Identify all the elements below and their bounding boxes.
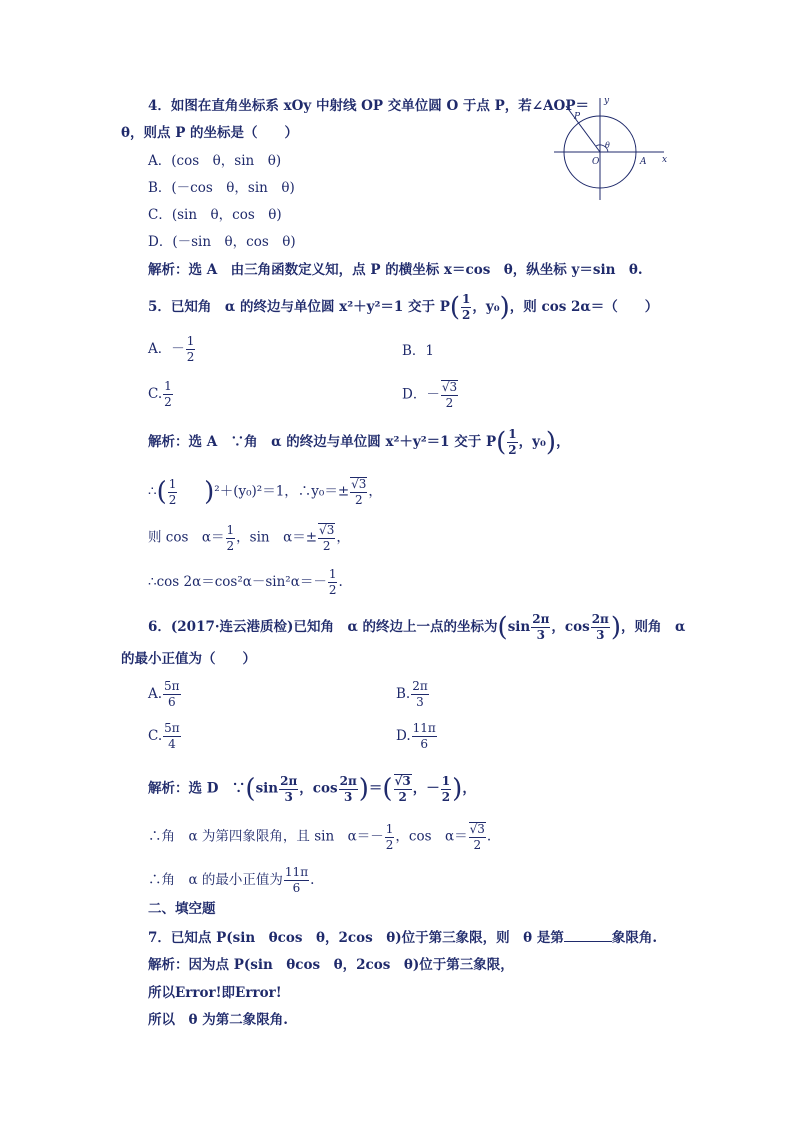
opt-pre: A．－: [148, 341, 185, 357]
frac-num: 5π: [164, 721, 180, 735]
fraction: [412, 722, 437, 751]
frac-num: 2π: [339, 773, 357, 788]
fraction: [226, 524, 236, 553]
sol-y: ，y₀: [518, 434, 546, 450]
frac-den: 2: [328, 583, 337, 597]
opt-pre: B.: [396, 686, 411, 702]
q5-solution-4: [148, 568, 343, 597]
q6-stem-line2: 的最小正值为（ ）: [121, 651, 256, 667]
frac-den: 3: [284, 789, 293, 804]
frac-num: √3: [441, 380, 458, 394]
paren: ): [545, 427, 557, 458]
fraction: [441, 380, 458, 410]
frac-num: √3: [394, 774, 411, 788]
q4-option-c: C．(sin θ，cos θ): [148, 207, 282, 223]
fraction: [186, 335, 196, 364]
sol-pre: 解析：选 A ∵角 α 的终边与单位圆 x²＋y²＝1 交于 P: [148, 434, 497, 450]
frac-den: 2: [473, 838, 482, 852]
frac-den: 3: [343, 789, 353, 804]
paren: (: [496, 427, 507, 458]
q6-option-c: [148, 722, 182, 751]
cos-label: ，cos: [299, 780, 338, 797]
frac-den: 2: [462, 308, 471, 322]
q7-solution-3: 所以 θ 为第二象限角.: [148, 1012, 288, 1028]
frac-num: 11π: [412, 721, 436, 735]
frac-num: 2π: [412, 679, 428, 693]
frac-den: 2: [354, 493, 363, 507]
frac-num: 1: [508, 427, 517, 441]
frac-den: 2: [441, 789, 451, 804]
q5-point-y: ，y₀: [472, 299, 500, 315]
q5-option-c: [148, 380, 174, 409]
q5-solution-3: [148, 523, 350, 553]
fraction: [163, 380, 173, 409]
frac-den: 3: [416, 695, 424, 709]
paren: (: [156, 477, 167, 507]
sol-end: .: [310, 872, 315, 888]
frac-num: √3: [469, 822, 485, 836]
sol-mid: ，cos α＝: [395, 828, 468, 845]
frac-den: 2: [508, 443, 517, 457]
frac-num: 11π: [284, 865, 309, 879]
sol-pre: ∴角 α 的最小正值为: [148, 872, 283, 888]
opt-pre: D．－: [402, 386, 440, 403]
fraction: [163, 680, 181, 709]
sol-end: .: [338, 574, 343, 590]
fraction: [385, 823, 395, 852]
frac-num: 2π: [280, 773, 298, 788]
paren: (: [245, 774, 256, 804]
q5-stem-pre: 5．已知角 α 的终边与单位圆 x²＋y²＝1 交于 P: [148, 299, 450, 315]
cos-label: ，cos: [551, 619, 590, 635]
frac-den: 4: [168, 737, 176, 751]
q7-stem-pre: 7．已知点 P(sin θcos θ，2cos θ)位于第三象限，则 θ 是第: [148, 930, 564, 946]
label-p: P: [574, 112, 581, 122]
q6-stem-pre: 6．(2017·连云港质检)已知角 α 的终边上一点的坐标为: [148, 619, 498, 635]
fraction: [531, 613, 550, 642]
paren: ): [358, 774, 369, 804]
frac-den: 2: [445, 396, 454, 410]
opt-pre: D.: [396, 728, 411, 744]
unit-circle-diagram: [552, 92, 670, 202]
frac-num: 1: [186, 334, 195, 348]
label-y: y: [604, 96, 610, 106]
sol-end: .: [486, 828, 492, 845]
q4-option-d: D．(－sin θ，cos θ): [148, 234, 296, 250]
frac-num: √3: [319, 523, 335, 537]
q6-option-b: [396, 680, 430, 709]
fraction: [507, 428, 517, 457]
sol-pre: ∴角 α 为第四象限角，且 sin α＝－: [148, 828, 384, 845]
paren: (: [449, 292, 461, 323]
paren: (: [382, 774, 393, 804]
sol-end: ，: [368, 483, 382, 500]
q6-option-a: [148, 680, 182, 709]
q4-stem-line2: θ，则点 P 的坐标是（ ）: [121, 125, 299, 141]
q5-option-b: B．1: [402, 343, 435, 359]
q5-stem-post: ，则 cos 2α＝（ ）: [509, 299, 659, 315]
fraction: [168, 478, 178, 507]
paren: ): [204, 477, 215, 507]
opt-pre: C.: [148, 728, 163, 744]
q4-stem-line1: 4．如图在直角坐标系 xOy 中射线 OP 交单位圆 O 于点 P，若∠AOP＝: [148, 98, 589, 114]
frac-den: 6: [292, 881, 301, 895]
q5-option-d: [402, 380, 459, 410]
frac-num: 2π: [532, 612, 550, 626]
frac-num: 2π: [591, 612, 609, 626]
paren: ): [610, 612, 621, 643]
q6-option-d: [396, 722, 438, 751]
frac-num: 1: [328, 567, 337, 581]
q5-option-a: [148, 335, 196, 364]
opt-pre: A.: [148, 686, 163, 702]
sol-pre: ∴cos 2α＝cos²α－sin²α＝－: [148, 574, 327, 590]
sin-label: sin: [255, 780, 279, 797]
q6-solution-3: [148, 866, 314, 895]
fraction: [461, 293, 471, 322]
frac-den: 3: [596, 628, 605, 642]
frac-num: √3: [351, 477, 367, 491]
q5-solution-1: 解析：选 A ∵角 α 的终边与单位圆 x²＋y²＝1 交于 P( $\frac{1}{2}$ ，y₀)，: [148, 427, 570, 458]
opt-pre: C.: [148, 386, 163, 402]
paren: ): [499, 292, 510, 323]
fraction: [328, 568, 338, 597]
fraction: [469, 822, 486, 852]
frac-den: 2: [385, 837, 394, 852]
frac-den: 3: [536, 628, 545, 642]
frac-num: 1: [462, 292, 471, 306]
q6-solution-1: [148, 774, 476, 804]
fraction: [411, 680, 429, 709]
frac-den: 2: [226, 538, 235, 553]
q7-stem: [148, 929, 657, 946]
label-x: x: [662, 155, 668, 165]
sin-label: sin: [507, 619, 531, 635]
label-a: A: [640, 157, 647, 167]
frac-den: 6: [167, 695, 176, 709]
sol-pre: 则 cos α＝: [148, 529, 225, 546]
q4-solution: 解析：选 A 由三角函数定义知，点 P 的横坐标 x＝cos θ，纵坐标 y＝sin θ.: [148, 262, 643, 278]
q6-stem-line1: [148, 613, 685, 642]
frac-den: 2: [168, 492, 177, 507]
frac-num: 1: [385, 821, 394, 836]
fraction: [163, 722, 181, 751]
paren: (: [497, 612, 508, 643]
q7-solution-1: 解析：因为点 P(sin θcos θ，2cos θ)位于第三象限，: [148, 957, 514, 973]
fraction: [441, 775, 451, 804]
frac-den: 2: [186, 350, 195, 364]
sol-eq: ＝: [368, 780, 383, 797]
fraction: [591, 613, 610, 642]
sol-mid: ²＋(y₀)²＝1，∴y₀＝±: [214, 483, 350, 500]
q5-stem: [148, 293, 658, 322]
sol-pre: ∴: [148, 483, 157, 500]
frac-num: 1: [164, 379, 172, 393]
frac-num: 1: [226, 522, 235, 537]
fraction: [350, 477, 367, 507]
sol-end: ，: [336, 529, 350, 546]
frac-den: 6: [420, 737, 429, 751]
frac-den: 2: [164, 395, 172, 409]
q7-solution-2: 所以Error!即Error!: [148, 985, 282, 1001]
ray-op: [566, 106, 600, 152]
q7-stem-post: 象限角.: [611, 930, 658, 946]
q6-solution-2: [148, 822, 491, 852]
answer-blank[interactable]: [564, 929, 612, 942]
frac-den: 2: [398, 790, 407, 804]
sol-mid: ，－: [412, 780, 440, 797]
frac-num: 1: [441, 773, 451, 788]
q5-solution-2: [148, 477, 382, 507]
frac-num: 5π: [164, 679, 180, 693]
q4-option-a: A．(cos θ，sin θ): [148, 153, 282, 169]
q4-option-b: B．(－cos θ，sin θ): [148, 180, 295, 196]
sol-mid: ，sin α＝±: [236, 529, 318, 546]
sol-end: ，: [462, 780, 476, 797]
section-title: 二、填空题: [148, 901, 216, 917]
fraction: [284, 866, 309, 895]
paren: ): [452, 774, 463, 804]
frac-num: 1: [168, 476, 177, 491]
sol-pre: 解析：选 D ∵: [148, 780, 246, 797]
frac-den: 2: [322, 539, 331, 553]
fraction: [339, 775, 358, 804]
fraction: [279, 775, 298, 804]
fraction: [394, 774, 412, 804]
label-theta: θ: [605, 141, 610, 150]
label-o: O: [592, 157, 600, 167]
fraction: [318, 523, 335, 553]
q6-stem-post: ，则角 α: [621, 619, 686, 635]
